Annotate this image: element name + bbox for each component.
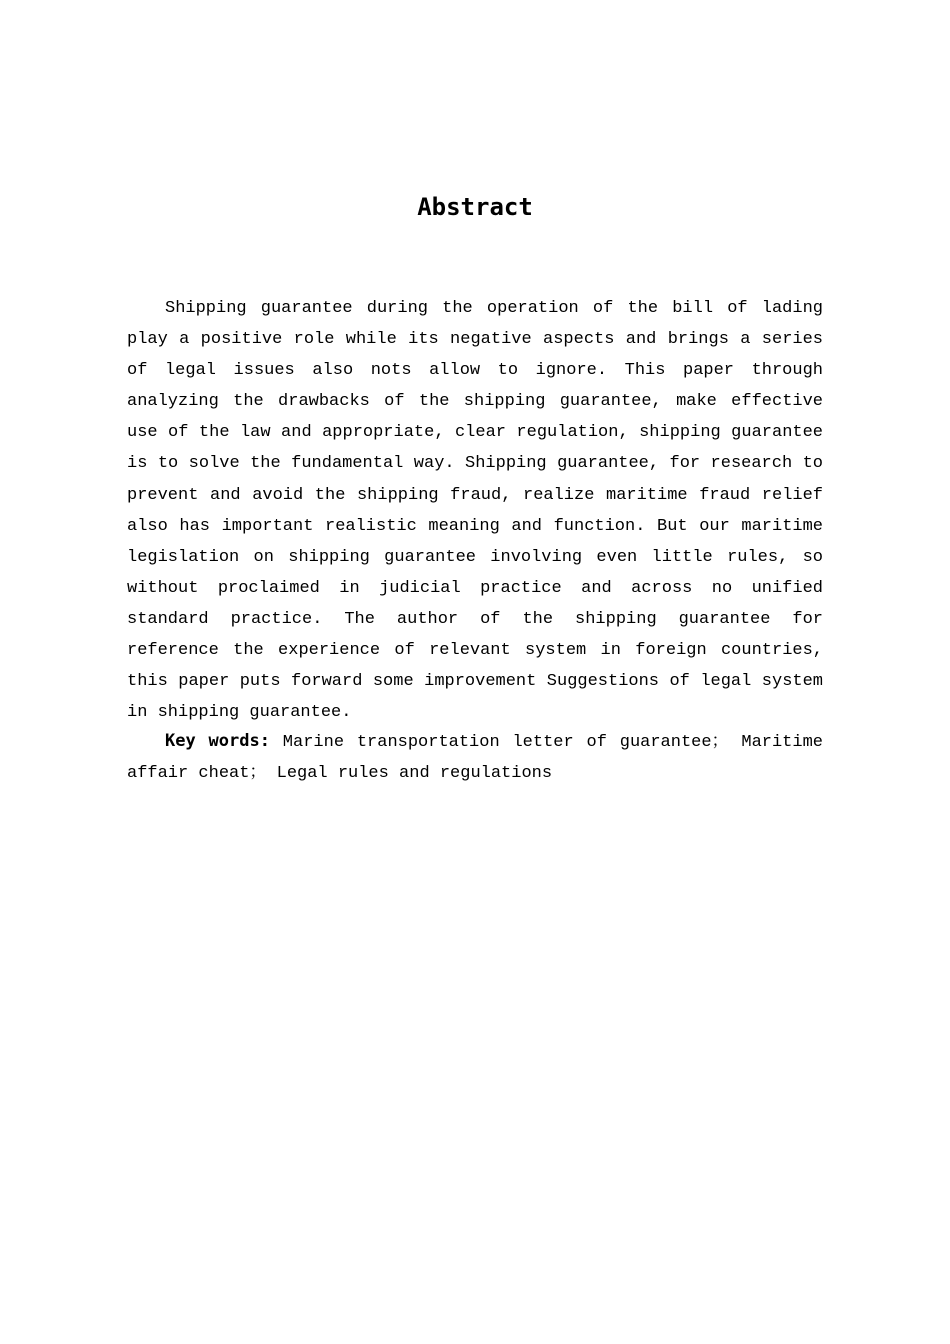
keywords-label: Key words: (165, 731, 270, 751)
abstract-paragraph: Shipping guarantee during the operation of the bill of lading play a positive role while its negative aspects and brings a series of legal issues also nots allow to ignore. This paper through analyzing the drawbacks of the shipping guarantee, make effective use of the law and appropriate, clear regulation, shipping guarantee is to solve the fundamental way. Shipping guarantee, for research to prevent and avoid the shipping fraud, realize maritime fraud relief also has important realistic meaning and function. But our maritime legislation on shipping guarantee involving even little rules, so without proclaimed in judicial practice and across no unified standard practice. The author of the shipping guarantee for reference the experience of relevant system in foreign countries, this paper puts forward some improvement Suggestions of legal system in shipping guarantee. (127, 299, 823, 723)
page-title: Abstract (417, 193, 533, 221)
keywords-paragraph (127, 726, 823, 789)
keywords-text: Marine transportation letter of guarantee； Maritime affair cheat； Legal rules and regulations (127, 733, 823, 784)
